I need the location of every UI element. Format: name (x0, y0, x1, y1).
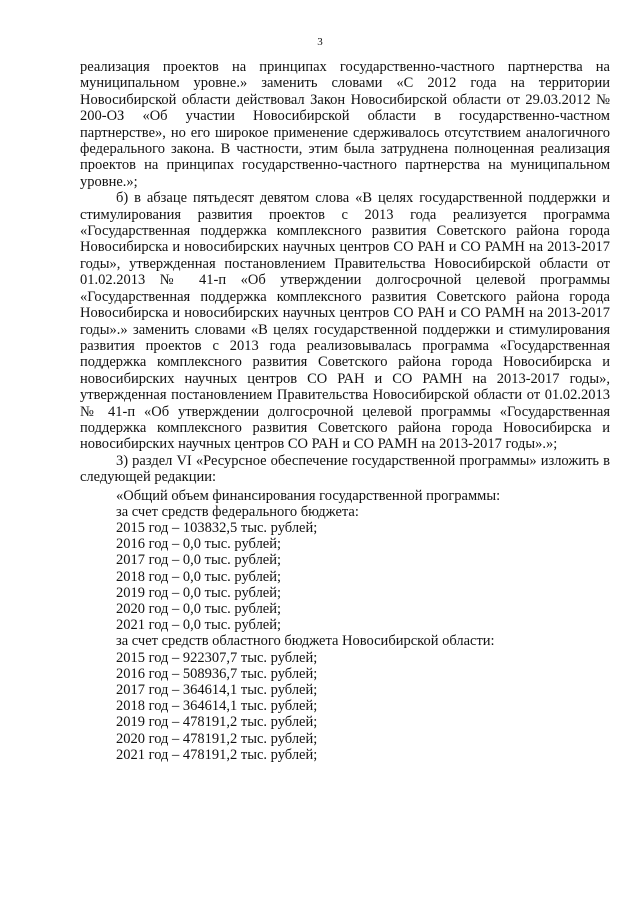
regional-line-2016: 2016 год – 508936,7 тыс. рублей; (116, 665, 318, 682)
funding-intro: «Общий объем финансирования государственной программы: (116, 487, 501, 504)
paragraph-item-3: 3) раздел VI «Ресурсное обеспечение государственной программы» изложить в следующей редакции: (80, 452, 610, 486)
page-number: 3 (317, 36, 323, 48)
document-body (80, 59, 610, 763)
federal-line-2019: 2019 год – 0,0 тыс. рублей; (116, 584, 282, 601)
federal-line-2021: 2021 год – 0,0 тыс. рублей; (116, 617, 282, 634)
federal-line-2020: 2020 год – 0,0 тыс. рублей; (116, 600, 282, 617)
regional-line-2020: 2020 год – 478191,2 тыс. рублей; (116, 730, 318, 747)
regional-line-2021: 2021 год – 478191,2 тыс. рублей; (116, 746, 318, 763)
regional-budget-label: за счет средств областного бюджета Новосибирской области: (116, 633, 495, 650)
federal-line-2018: 2018 год – 0,0 тыс. рублей; (116, 568, 282, 585)
federal-line-2016: 2016 год – 0,0 тыс. рублей; (116, 536, 282, 553)
federal-budget-label: за счет средств федерального бюджета: (116, 503, 359, 520)
federal-line-2015: 2015 год – 103832,5 тыс. рублей; (116, 519, 318, 536)
paragraph-item-b: б) в абзаце пятьдесят девятом слова «В целях государственной поддержки и стимулирования развития проектов с 2013 года реализуется программа «Государственная поддержка комплексного развития Советского района города Новосибирска и новосибирских научных центров СО РАН и СО РАМН на 2013-2017 годы», утвержденная постановлением Правительства Новосибирской области от 01.02.2013 № 41-п «Об утверждении долгосрочной целевой программы «Государственная поддержка комплексного развития Советского района города Новосибирска и новосибирских научных центров СО РАН и СО РАМН на 2013-2017 годы».» заменить словами «В целях государственной поддержки и стимулирования развития проектов с 2013 года реализовывалась программа «Государственная поддержка комплексного развития Советского района города Новосибирска и новосибирских научных центров СО РАН и СО РАМН на 2013-2017 годы», утвержденная постановлением Правительства Новосибирской области от 01.02.2013 № 41-п «Об утверждении долгосрочной целевой программы «Государственная поддержка комплексного развития Советского района города Новосибирска и новосибирских научных центров СО РАН и СО РАМН на 2013-2017 годы».»; (80, 190, 610, 453)
paragraph-continuation: реализация проектов на принципах государственно-частного партнерства на муниципальном уровне.» заменить словами «С 2012 года на территории Новосибирской области действовал Закон Новосибирской области от 29.03.2012 № 200-ОЗ «Об участии Новосибирской области в государственно-частном партнерстве», но его широкое применение сдерживалось отсутствием аналогичного федерального закона. В частности, этим была затруднена полноценная реализация проектов на принципах государственно-частного партнерства на муниципальном уровне.»; (80, 59, 610, 190)
funding-section (80, 488, 610, 763)
regional-line-2015: 2015 год – 922307,7 тыс. рублей; (116, 649, 318, 666)
federal-line-2017: 2017 год – 0,0 тыс. рублей; (116, 552, 282, 569)
regional-line-2018: 2018 год – 364614,1 тыс. рублей; (116, 698, 318, 715)
regional-line-2019: 2019 год – 478191,2 тыс. рублей; (116, 714, 318, 731)
regional-line-2017: 2017 год – 364614,1 тыс. рублей; (116, 682, 318, 698)
